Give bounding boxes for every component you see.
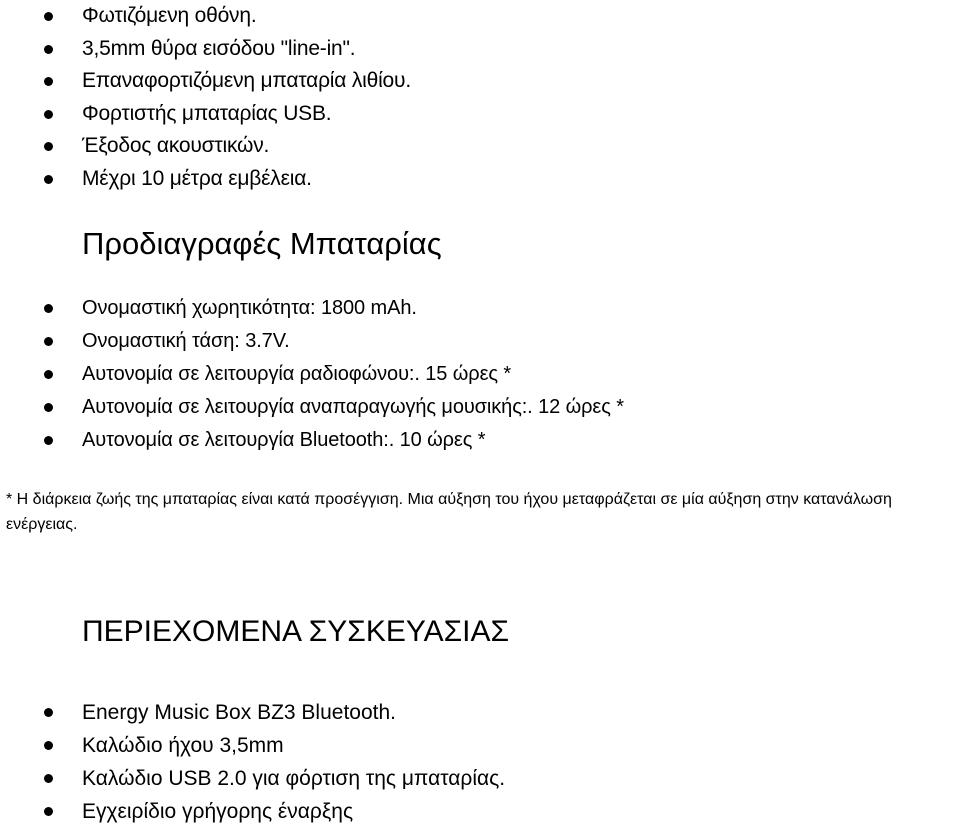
list-item: Καλώδιο ήχου 3,5mm bbox=[0, 729, 960, 762]
list-item: Ονομαστική χωρητικότητα: 1800 mAh. bbox=[0, 292, 960, 325]
package-contents-heading: ΠΕΡΙΕΧΟΜΕΝΑ ΣΥΣΚΕΥΑΣΙΑΣ bbox=[82, 615, 510, 648]
package-contents-list bbox=[0, 696, 960, 828]
list-item: Εγχειρίδιο γρήγορης έναρξης bbox=[0, 795, 960, 828]
list-item: Καλώδιο USB 2.0 για φόρτιση της μπαταρίας. bbox=[0, 762, 960, 795]
list-item: Φορτιστής μπαταρίας USB. bbox=[0, 98, 960, 131]
battery-specs-heading: Προδιαγραφές Μπαταρίας bbox=[82, 226, 442, 261]
list-item: Μέχρι 10 μέτρα εμβέλεια. bbox=[0, 163, 960, 196]
list-item: Αυτονομία σε λειτουργία αναπαραγωγής μουσικής:. 12 ώρες * bbox=[0, 391, 960, 424]
list-item: Energy Music Box BZ3 Bluetooth. bbox=[0, 696, 960, 729]
list-item: Έξοδος ακουστικών. bbox=[0, 130, 960, 163]
list-item: Αυτονομία σε λειτουργία ραδιοφώνου:. 15 ώρες * bbox=[0, 358, 960, 391]
list-item: Φωτιζόμενη οθόνη. bbox=[0, 0, 960, 33]
list-item: Ονομαστική τάση: 3.7V. bbox=[0, 325, 960, 358]
list-item: Αυτονομία σε λειτουργία Bluetooth:. 10 ώρες * bbox=[0, 424, 960, 457]
list-item: Επαναφορτιζόμενη μπαταρία λιθίου. bbox=[0, 65, 960, 98]
battery-note: * Η διάρκεια ζωής της μπαταρίας είναι κατά προσέγγιση. Μια αύξηση του ήχου μεταφράζεται σε μία αύξηση στην κατανάλωση ενέργειας. bbox=[6, 491, 892, 533]
list-item: 3,5mm θύρα εισόδου "line-in". bbox=[0, 33, 960, 66]
features-list bbox=[0, 0, 960, 195]
battery-specs-list bbox=[0, 292, 960, 457]
